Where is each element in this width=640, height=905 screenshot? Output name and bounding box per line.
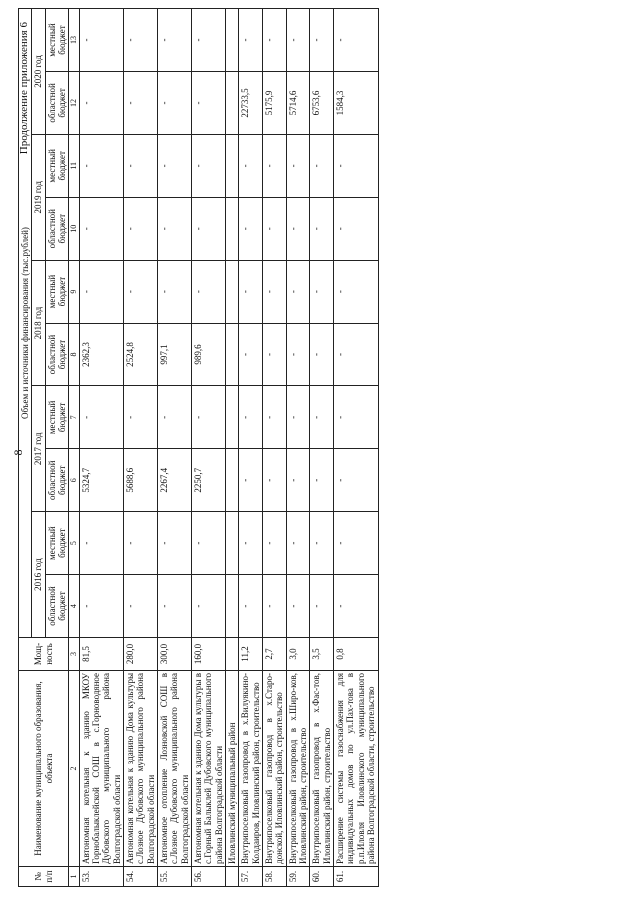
section-empty-cell [226,71,239,134]
funding-value: 989,6 [192,323,226,386]
header-num: № п/п [19,867,69,887]
funding-value: - [123,134,157,197]
row-number: 58. [263,867,287,887]
funding-value: - [239,9,263,72]
funding-value: 2267,4 [157,449,191,512]
row-number: 54. [123,867,157,887]
header-year: 2017 год [32,386,45,512]
section-empty-cell [226,323,239,386]
funding-value: - [192,575,226,638]
capacity-value: 3,0 [286,638,310,671]
funding-value: - [239,386,263,449]
object-name: Автономная котельная к зданию Дома культуры в с.Горный Балыклей Дубовского муниципального района Волгоградской области [192,671,226,867]
row-number: 55. [157,867,191,887]
funding-value: - [157,134,191,197]
capacity-value: 160,0 [192,638,226,671]
header-year: 2020 год [32,9,45,135]
table-row [263,9,287,887]
funding-value: 997,1 [157,323,191,386]
header-capacity: Мощ-ность [19,638,69,671]
funding-value: - [157,386,191,449]
funding-value: 2362,3 [79,323,123,386]
column-number: 11 [69,134,79,197]
funding-value: - [192,512,226,575]
column-number: 4 [69,575,79,638]
funding-value: - [263,9,287,72]
funding-value: 22733,5 [239,71,263,134]
column-number: 2 [69,671,79,867]
funding-value: - [157,9,191,72]
funding-value: - [310,575,334,638]
header-name: Наименование муниципального образования, объекта [19,671,69,867]
funding-value: - [239,512,263,575]
funding-value: 2250,7 [192,449,226,512]
column-number: 9 [69,260,79,323]
funding-value: - [239,323,263,386]
funding-value: - [286,260,310,323]
funding-value: - [263,197,287,260]
funding-value: - [239,449,263,512]
funding-value: - [310,260,334,323]
table-row [310,9,334,887]
header-local: местный бюджет [45,386,69,449]
column-number: 12 [69,71,79,134]
row-number: 61. [334,867,378,887]
funding-value: 5688,6 [123,449,157,512]
funding-value: 5714,6 [286,71,310,134]
funding-value: - [263,260,287,323]
header-regional: областной бюджет [45,323,69,386]
funding-value: - [310,134,334,197]
funding-value: - [157,197,191,260]
section-num-cell [226,867,239,887]
section-empty-cell [226,134,239,197]
funding-value: - [334,323,378,386]
column-number: 6 [69,449,79,512]
funding-value: - [123,260,157,323]
funding-value: - [79,9,123,72]
funding-value: - [239,260,263,323]
funding-value: - [263,575,287,638]
header-local: местный бюджет [45,9,69,72]
continuation-note: Продолжение приложения 6 [18,22,30,155]
funding-value: - [79,134,123,197]
funding-value: - [157,512,191,575]
funding-value: - [157,575,191,638]
table-row [334,9,378,887]
funding-value: - [286,575,310,638]
funding-value: - [310,323,334,386]
column-number: 1 [69,867,79,887]
funding-value: - [334,386,378,449]
funding-value: - [310,512,334,575]
funding-value: - [123,197,157,260]
object-name: Внутрипоселковый газопровод в х.Широ-ков, Иловлинский район, строительство [286,671,310,867]
section-empty-cell [226,575,239,638]
funding-value: - [123,386,157,449]
row-number: 59. [286,867,310,887]
object-name: Внутрипоселковый газопровод в х.Фас-тов, Иловлинский район, строительство [310,671,334,867]
funding-value: - [334,449,378,512]
funding-value: - [263,449,287,512]
funding-value: - [79,260,123,323]
funding-value: - [263,386,287,449]
column-number: 10 [69,197,79,260]
header-regional: областной бюджет [45,197,69,260]
row-number: 57. [239,867,263,887]
funding-value: - [123,71,157,134]
funding-value: - [79,71,123,134]
header-local: местный бюджет [45,260,69,323]
section-empty-cell [226,9,239,72]
table-row [79,9,123,887]
funding-value: - [334,134,378,197]
funding-value: 1584,3 [334,71,378,134]
funding-value: 5175,9 [263,71,287,134]
funding-value: - [192,71,226,134]
object-name: Внутрипоселковый газопровод в х.Вилуякино-Колдаиров, Иловлинский район, строительство [239,671,263,867]
capacity-value: 11,2 [239,638,263,671]
funding-value: - [239,575,263,638]
table-row [157,9,191,887]
table-row [123,9,157,887]
funding-value: - [334,9,378,72]
header-local: местный бюджет [45,512,69,575]
object-name: Автономная котельная к зданию МКОУ Горнобалыклейской СОШ в с.Горноводяное Дубовского муниципального района Волгоградской области [79,671,123,867]
section-row [226,9,239,887]
row-number: 53. [79,867,123,887]
table-body [79,9,378,887]
funding-value: - [286,449,310,512]
funding-value: - [286,197,310,260]
funding-value: 2524,8 [123,323,157,386]
section-empty-cell [226,386,239,449]
page-number: 8 [11,449,25,456]
capacity-value: 300,0 [157,638,191,671]
funding-value: - [192,386,226,449]
table-row [192,9,226,887]
funding-value: - [192,9,226,72]
funding-value: - [79,575,123,638]
funding-value: 5324,7 [79,449,123,512]
funding-value: - [310,9,334,72]
column-number: 3 [69,638,79,671]
funding-value: - [239,197,263,260]
header-funding: Объем и источники финансирования (тыс.рублей) [19,9,32,638]
capacity-value: 3,5 [310,638,334,671]
header-year: 2016 год [32,512,45,638]
funding-value: - [286,386,310,449]
funding-value: - [310,197,334,260]
section-empty-cell [226,260,239,323]
header-year: 2019 год [32,134,45,260]
section-empty-cell [226,638,239,671]
financing-table [18,8,379,887]
funding-value: - [239,134,263,197]
funding-value: - [157,71,191,134]
header-regional: областной бюджет [45,575,69,638]
funding-value: - [286,323,310,386]
section-empty-cell [226,197,239,260]
funding-value: - [334,260,378,323]
header-regional: областной бюджет [45,449,69,512]
header-year: 2018 год [32,260,45,386]
funding-value: - [79,386,123,449]
section-title: Иловлинский муниципальный район [226,671,239,867]
row-number: 56. [192,867,226,887]
funding-value: - [263,323,287,386]
funding-value: - [286,9,310,72]
header-local: местный бюджет [45,134,69,197]
column-number: 5 [69,512,79,575]
funding-value: - [263,512,287,575]
funding-value: - [263,134,287,197]
funding-value: - [334,575,378,638]
funding-value: - [192,134,226,197]
funding-value: - [123,512,157,575]
section-empty-cell [226,449,239,512]
capacity-value: 81,5 [79,638,123,671]
table-row [286,9,310,887]
funding-value: - [192,197,226,260]
column-number: 13 [69,9,79,72]
section-empty-cell [226,512,239,575]
object-name: Автономное отопление Лозновской СОШ в с.Лозное Дубовского муниципального района Волгоградской области [157,671,191,867]
funding-value: 6753,6 [310,71,334,134]
row-number: 60. [310,867,334,887]
funding-value: - [334,197,378,260]
funding-value: - [310,449,334,512]
funding-value: - [79,512,123,575]
column-number: 8 [69,323,79,386]
capacity-value: 0,8 [334,638,378,671]
object-name: Автономная котельная к зданию Дома культуры с.Лозное Дубовского муниципального района Волгоградской области [123,671,157,867]
funding-value: - [123,9,157,72]
funding-value: - [123,575,157,638]
capacity-value: 280,0 [123,638,157,671]
funding-value: - [286,512,310,575]
capacity-value: 2,7 [263,638,287,671]
column-number: 7 [69,386,79,449]
funding-value: - [310,386,334,449]
funding-value: - [157,260,191,323]
object-name: Расширение системы газоснабжения для индивидуальных домов по ул.Пах-това в р.п.Иловля Иловлинского муниципального района Волгоградской области, строительство [334,671,378,867]
funding-value: - [286,134,310,197]
table-row [239,9,263,887]
funding-value: - [79,197,123,260]
header-regional: областной бюджет [45,71,69,134]
object-name: Внутрипоселковый газопровод в х.Старо-донской, Иловлинский район, строительство [263,671,287,867]
funding-value: - [192,260,226,323]
funding-value: - [334,512,378,575]
